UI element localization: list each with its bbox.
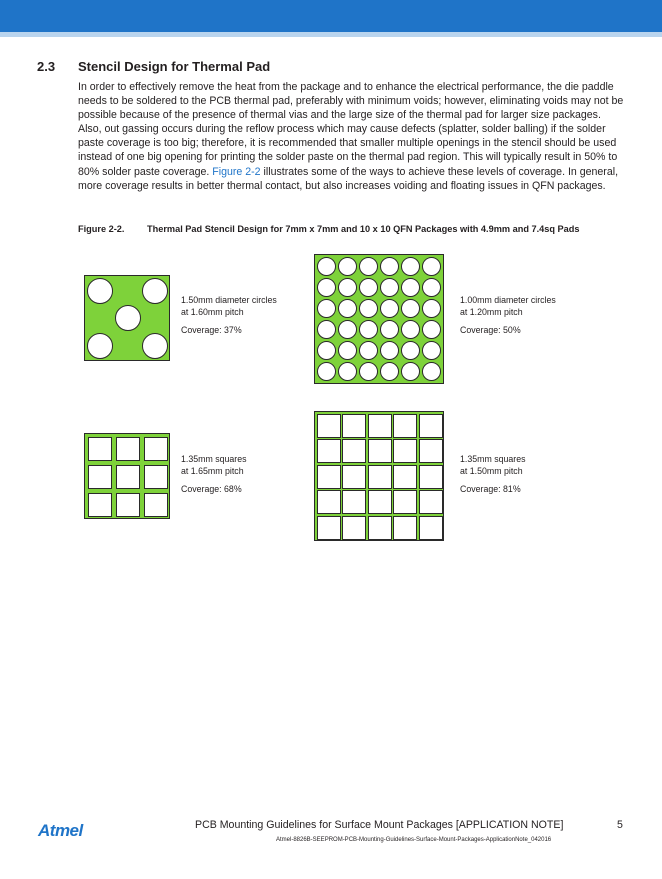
stencil-opening-circle xyxy=(87,333,113,359)
section-title: Stencil Design for Thermal Pad xyxy=(78,59,271,74)
stencil-opening-square xyxy=(88,437,112,461)
stencil-opening-square xyxy=(393,465,417,489)
caption-line-1: 1.35mm squares xyxy=(181,454,247,464)
stencil-opening-circle xyxy=(338,320,357,339)
caption-coverage: Coverage: 81% xyxy=(460,484,521,494)
caption-line-1: 1.35mm squares xyxy=(460,454,526,464)
stencil-pad-squares-81 xyxy=(314,411,444,541)
figure-link[interactable]: Figure 2-2 xyxy=(212,165,261,178)
header-rule xyxy=(0,32,662,37)
stencil-opening-square xyxy=(368,439,392,463)
stencil-opening-square xyxy=(393,439,417,463)
stencil-opening-circle xyxy=(338,341,357,360)
stencil-opening-square xyxy=(419,465,443,489)
stencil-opening-square xyxy=(144,465,168,489)
caption-line-2: at 1.20mm pitch xyxy=(460,307,523,317)
stencil-opening-circle xyxy=(317,362,336,381)
stencil-opening-circle xyxy=(338,278,357,297)
stencil-opening-square xyxy=(116,437,140,461)
stencil-opening-square xyxy=(419,490,443,514)
stencil-opening-square xyxy=(393,516,417,540)
caption-design-1 xyxy=(181,294,277,336)
stencil-opening-circle xyxy=(380,278,399,297)
stencil-opening-square xyxy=(317,516,341,540)
stencil-opening-circle xyxy=(359,299,378,318)
caption-line-1: 1.50mm diameter circles xyxy=(181,295,277,305)
stencil-opening-circle xyxy=(380,299,399,318)
stencil-opening-circle xyxy=(422,320,441,339)
stencil-opening-circle xyxy=(422,362,441,381)
stencil-opening-circle xyxy=(115,305,141,331)
stencil-pad-squares-68 xyxy=(84,433,170,519)
stencil-opening-circle xyxy=(380,257,399,276)
stencil-opening-square xyxy=(317,490,341,514)
figure-number: Figure 2-2. xyxy=(78,224,125,234)
stencil-opening-square xyxy=(342,516,366,540)
paragraph-text-1: In order to effectively remove the heat from the package and to enhance the electrical performance, the die paddle needs to be soldered to the PCB thermal pad, preferably with minimum voids; however, eliminating voids may not be possible because of the presence of thermal vias and the large size of the thermal pad for larger size packages. Also, out gassing occurs during the reflow process which may cause defects (splatter, solder balling) if the solder paste coverage is too big; therefore, it is recommended that smaller multiple openings in the stencil should be used instead of one big opening for printing the solder paste on the thermal pad region. This will typically result in 50% to 80% solder paste coverage. xyxy=(78,81,624,178)
stencil-opening-circle xyxy=(317,320,336,339)
caption-design-4 xyxy=(460,453,526,495)
header-bar xyxy=(0,0,662,32)
stencil-opening-square xyxy=(116,493,140,517)
stencil-opening-circle xyxy=(401,362,420,381)
stencil-opening-square xyxy=(368,516,392,540)
stencil-opening-circle xyxy=(338,299,357,318)
stencil-opening-square xyxy=(116,465,140,489)
stencil-opening-circle xyxy=(338,362,357,381)
caption-line-1: 1.00mm diameter circles xyxy=(460,295,556,305)
stencil-opening-circle xyxy=(359,320,378,339)
stencil-opening-circle xyxy=(422,278,441,297)
stencil-opening-circle xyxy=(317,278,336,297)
stencil-opening-square xyxy=(317,439,341,463)
stencil-opening-square xyxy=(144,493,168,517)
stencil-opening-circle xyxy=(401,278,420,297)
stencil-pad-circles-37 xyxy=(84,275,170,361)
stencil-opening-circle xyxy=(401,299,420,318)
stencil-opening-square xyxy=(88,493,112,517)
stencil-opening-square xyxy=(88,465,112,489)
body-paragraph xyxy=(78,80,626,193)
stencil-opening-circle xyxy=(142,333,168,359)
stencil-opening-circle xyxy=(401,341,420,360)
caption-coverage: Coverage: 50% xyxy=(460,325,521,335)
atmel-logo: Atmel xyxy=(38,821,83,840)
stencil-pad-circles-50 xyxy=(314,254,444,384)
stencil-opening-circle xyxy=(401,320,420,339)
stencil-opening-square xyxy=(419,439,443,463)
caption-design-2 xyxy=(460,294,556,336)
stencil-opening-circle xyxy=(359,257,378,276)
caption-coverage: Coverage: 68% xyxy=(181,484,242,494)
stencil-opening-circle xyxy=(422,257,441,276)
paragraph-text-2: illustrates some of the ways to achieve these levels of coverage. In general, more coverage results in better thermal contact, but also increases voiding and floating issues in QFN packages. xyxy=(78,165,619,192)
stencil-opening-circle xyxy=(380,320,399,339)
stencil-opening-circle xyxy=(317,257,336,276)
stencil-opening-circle xyxy=(87,278,113,304)
stencil-opening-square xyxy=(393,490,417,514)
footer-doc-id: Atmel-8826B-SEEPROM-PCB-Mounting-Guidelines-Surface-Mount-Packages-ApplicationNote_042016 xyxy=(276,837,552,843)
stencil-opening-square xyxy=(368,465,392,489)
stencil-opening-square xyxy=(393,414,417,438)
stencil-opening-circle xyxy=(317,341,336,360)
stencil-opening-square xyxy=(317,414,341,438)
caption-line-2: at 1.65mm pitch xyxy=(181,466,244,476)
stencil-opening-square xyxy=(368,490,392,514)
stencil-opening-circle xyxy=(359,341,378,360)
stencil-opening-circle xyxy=(422,341,441,360)
stencil-opening-square xyxy=(368,414,392,438)
stencil-opening-circle xyxy=(317,299,336,318)
caption-line-2: at 1.50mm pitch xyxy=(460,466,523,476)
stencil-opening-square xyxy=(342,490,366,514)
stencil-opening-circle xyxy=(359,362,378,381)
stencil-opening-square xyxy=(144,437,168,461)
caption-design-3 xyxy=(181,453,247,495)
stencil-opening-circle xyxy=(359,278,378,297)
stencil-opening-circle xyxy=(380,362,399,381)
caption-coverage: Coverage: 37% xyxy=(181,325,242,335)
stencil-opening-circle xyxy=(338,257,357,276)
stencil-opening-circle xyxy=(142,278,168,304)
page-number: 5 xyxy=(617,819,623,831)
stencil-opening-square xyxy=(317,465,341,489)
section-number: 2.3 xyxy=(37,59,56,74)
figure-title: Thermal Pad Stencil Design for 7mm x 7mm and 10 x 10 QFN Packages with 4.9mm and 7.4sq Pads xyxy=(147,224,580,234)
stencil-opening-circle xyxy=(380,341,399,360)
footer-title: PCB Mounting Guidelines for Surface Mount Packages [APPLICATION NOTE] xyxy=(195,819,564,831)
stencil-opening-square xyxy=(342,439,366,463)
stencil-opening-circle xyxy=(422,299,441,318)
stencil-opening-circle xyxy=(401,257,420,276)
stencil-opening-square xyxy=(342,465,366,489)
stencil-opening-square xyxy=(419,414,443,438)
stencil-opening-square xyxy=(342,414,366,438)
caption-line-2: at 1.60mm pitch xyxy=(181,307,244,317)
stencil-opening-square xyxy=(419,516,443,540)
